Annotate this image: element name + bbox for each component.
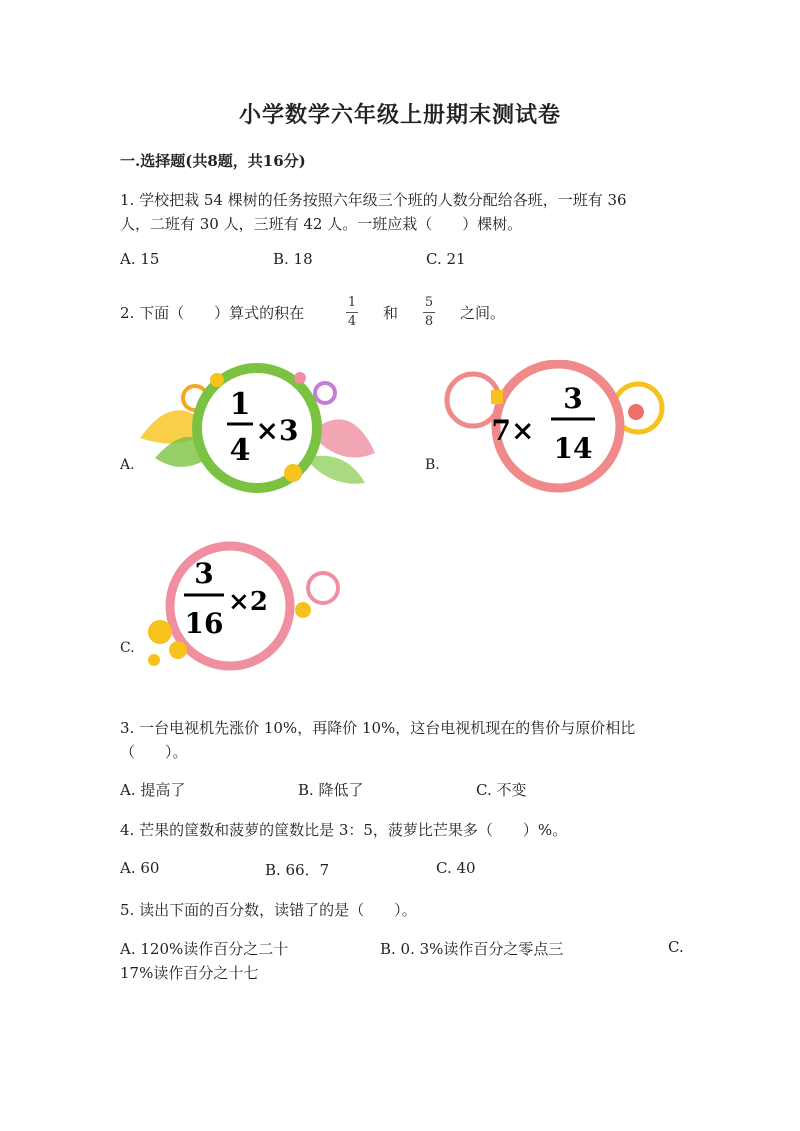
question-5: 5. 读出下面的百分数，读错了的是（ ）。 <box>120 901 417 919</box>
q5-option-c-text[interactable]: 17%读作百分之十七 <box>120 964 259 982</box>
stem-fraction-1-den: 4 <box>347 314 357 329</box>
question-3 <box>120 716 690 764</box>
q3-option-a[interactable]: A. 提高了 <box>120 781 186 799</box>
q3-option-c[interactable]: C. 不变 <box>476 781 527 799</box>
stem-fraction-1-num: 1 <box>347 295 357 310</box>
option-c-numerator: 3 <box>194 557 214 590</box>
question-2-suffix: 之间。 <box>460 304 506 322</box>
option-b-numerator: 3 <box>563 382 583 415</box>
stem-fraction-2-den: 8 <box>424 314 434 329</box>
question-1-line-2: 人，二班有 30 人，三班有 42 人。一班应栽（ ）棵树。 <box>120 215 523 233</box>
q4-option-a[interactable]: A. 60 <box>120 859 160 877</box>
q2-option-b-label[interactable]: B. <box>425 457 440 473</box>
stem-fraction-2 <box>423 296 435 329</box>
q3-option-b[interactable]: B. 降低了 <box>298 781 364 799</box>
page-title: 小学数学六年级上册期末测试卷 <box>238 102 561 128</box>
option-a-multiplier: ×3 <box>255 414 299 447</box>
q1-option-b[interactable]: B. 18 <box>273 250 313 268</box>
question-1-line-1: 1. 学校把栽 54 棵树的任务按照六年级三个班的人数分配给各班，一班有 36 <box>120 191 627 209</box>
question-2-and: 和 <box>383 304 399 322</box>
q4-option-b[interactable]: B. 66．7 <box>265 861 330 879</box>
q2-option-a-label[interactable]: A. <box>120 457 135 473</box>
option-c-multiplier: ×2 <box>228 587 268 617</box>
q2-option-a-image[interactable] <box>135 358 380 498</box>
question-3-line-2: （ ）。 <box>120 743 188 761</box>
q2-option-b-image[interactable] <box>443 360 668 495</box>
q2-option-c-label[interactable]: C. <box>120 640 135 656</box>
stem-fraction-1 <box>346 296 358 329</box>
q5-option-c[interactable]: C. <box>668 938 684 956</box>
q4-option-c[interactable]: C. 40 <box>436 859 476 877</box>
q2-option-c-image[interactable] <box>140 538 340 673</box>
option-c-denominator: 16 <box>184 607 224 640</box>
option-a-numerator: 1 <box>229 387 251 422</box>
q5-option-b[interactable]: B. 0. 3%读作百分之零点三 <box>380 940 564 958</box>
question-3-line-1: 3. 一台电视机先涨价 10%，再降价 10%，这台电视机现在的售价与原价相比 <box>120 719 636 737</box>
option-b-whole: 7× <box>491 414 535 447</box>
q5-option-a[interactable]: A. 120%读作百分之二十 <box>120 940 289 958</box>
question-4: 4. 芒果的筐数和菠萝的筐数比是 3：5，菠萝比芒果多（ ）%。 <box>120 821 568 839</box>
option-b-denominator: 14 <box>553 432 593 465</box>
option-a-denominator: 4 <box>229 433 251 468</box>
question-2-prefix: 2. 下面（ ）算式的积在 <box>120 304 305 322</box>
q1-option-a[interactable]: A. 15 <box>120 250 160 268</box>
q1-option-c[interactable]: C. 21 <box>426 250 466 268</box>
stem-fraction-2-num: 5 <box>424 295 434 310</box>
question-1 <box>120 188 690 236</box>
section-heading: 一.选择题(共8题，共16分) <box>120 152 306 170</box>
